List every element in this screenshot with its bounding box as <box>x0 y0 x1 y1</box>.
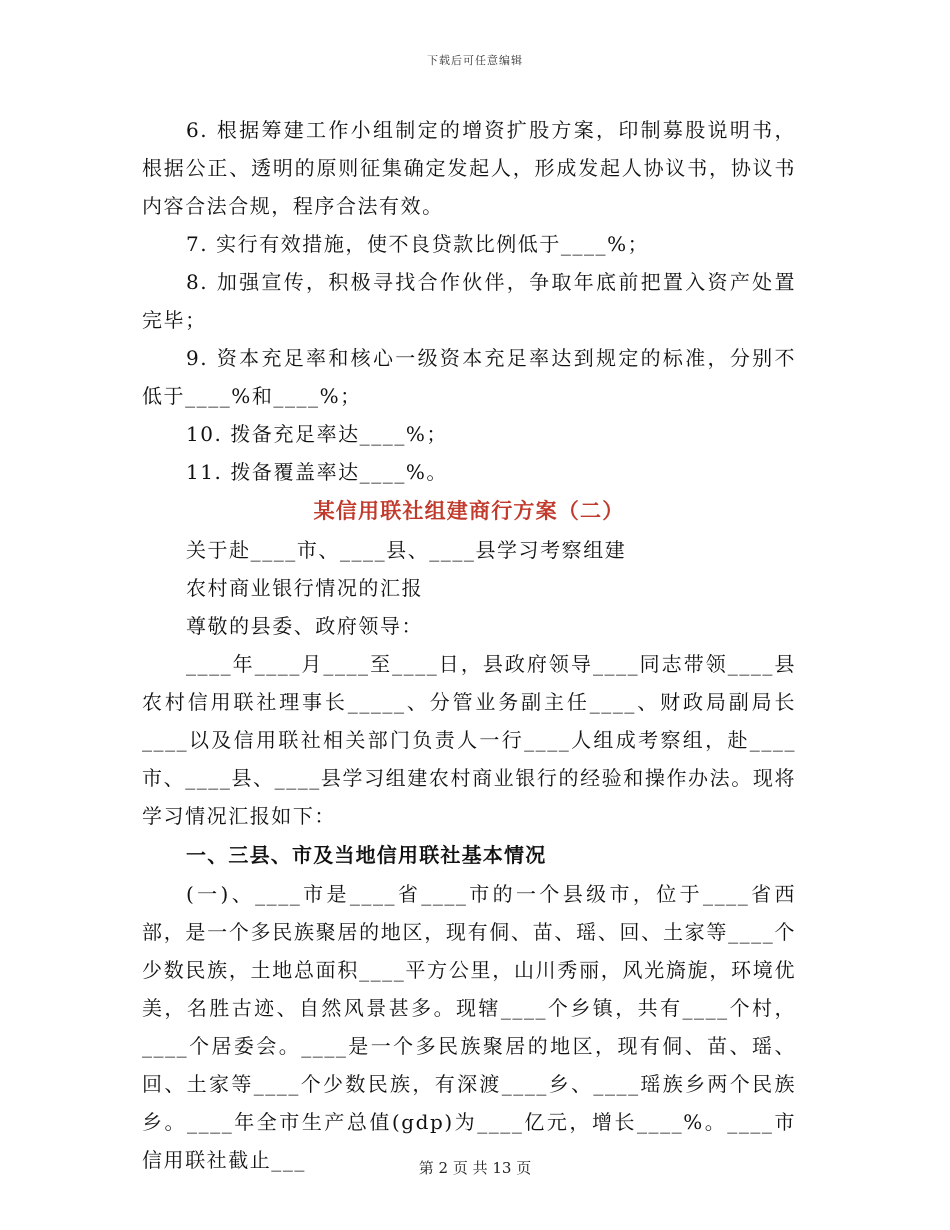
section-title: 某信用联社组建商行方案（二） <box>313 498 625 523</box>
report-subject-line-1: 关于赴____市、____县、____县学习考察组建 <box>186 538 627 562</box>
list-item-10: 10. 拨备充足率达____%； <box>186 422 448 446</box>
document-body <box>142 111 796 1179</box>
section-heading: 一、三县、市及当地信用联社基本情况 <box>186 843 547 867</box>
report-subject-line-2: 农村商业银行情况的汇报 <box>186 576 424 600</box>
list-item-11: 11. 拨备覆盖率达____%。 <box>186 460 448 484</box>
intro-paragraph: ____年____月____至____日，县政府领导____同志带领____县农村信用联社理事长_____、分管业务副主任____、财政局副局长____以及信用联社相关部门负责人一行____人组成考察组，赴____市、____县、____县学习组建农村商业银行的经验和操作办法。现将学习情况汇报如下： <box>142 652 796 828</box>
list-item-6: 6. 根据筹建工作小组制定的增资扩股方案，印制募股说明书，根据公正、透明的原则征集确定发起人，形成发起人协议书，协议书内容合法合规，程序合法有效。 <box>142 118 796 218</box>
page-footer: 第 2 页 共 13 页 <box>418 1159 532 1177</box>
list-item-9: 9. 资本充足率和核心一级资本充足率达到规定的标准，分别不低于____%和____%； <box>142 346 796 408</box>
page-header: 下载后可任意编辑 <box>427 54 523 67</box>
body-paragraph: (一)、____市是____省____市的一个县级市，位于____省西部，是一个多民族聚居的地区，现有侗、苗、瑶、回、土家等____个少数民族，土地总面积____平方公里，山川秀丽，风光旖旎，环境优美，名胜古迹、自然风景甚多。现辖____个乡镇，共有____个村，____个居委会。____是一个多民族聚居的地区，现有侗、苗、瑶、回、土家等____个少数民族，有深渡____乡、____瑶族乡两个民族乡。____年全市生产总值(gdp)为____亿元，增长____%。____市信用联社截止___ <box>142 882 796 1172</box>
list-item-8: 8. 加强宣传，积极寻找合作伙伴，争取年底前把置入资产处置完毕； <box>142 270 796 332</box>
salutation: 尊敬的县委、政府领导： <box>186 614 424 638</box>
list-item-7: 7. 实行有效措施，使不良贷款比例低于____%； <box>186 232 650 256</box>
